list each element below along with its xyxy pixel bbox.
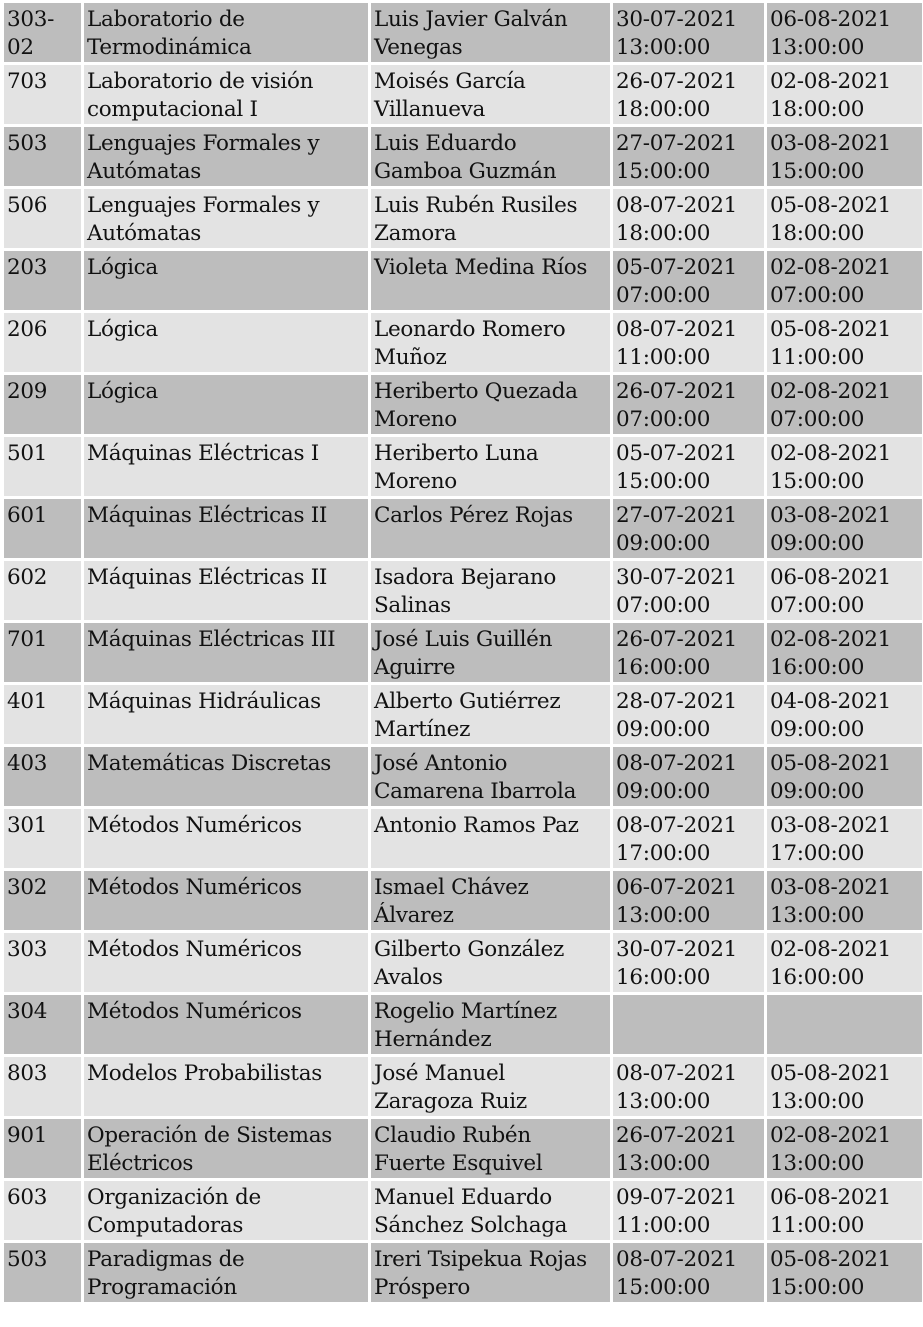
group-cell: 601 [3,498,83,560]
group-cell: 303-02 [3,2,83,64]
subject-cell: Máquinas Eléctricas II [83,560,370,622]
end-cell: 02-08-2021 07:00:00 [766,374,923,436]
teacher-cell: Claudio Rubén Fuerte Esquivel [370,1118,612,1180]
subject-cell: Máquinas Eléctricas III [83,622,370,684]
start-cell: 05-07-2021 15:00:00 [612,436,766,498]
teacher-cell: Ismael Chávez Álvarez [370,870,612,932]
subject-cell: Lógica [83,312,370,374]
start-cell: 26-07-2021 13:00:00 [612,1118,766,1180]
group-cell: 501 [3,436,83,498]
start-cell: 08-07-2021 18:00:00 [612,188,766,250]
subject-cell: Máquinas Hidráulicas [83,684,370,746]
subject-cell: Métodos Numéricos [83,808,370,870]
subject-cell: Métodos Numéricos [83,994,370,1056]
teacher-cell: Antonio Ramos Paz [370,808,612,870]
subject-cell: Métodos Numéricos [83,932,370,994]
group-cell: 206 [3,312,83,374]
table-row [3,126,923,188]
end-cell: 06-08-2021 07:00:00 [766,560,923,622]
start-cell: 26-07-2021 07:00:00 [612,374,766,436]
subject-cell: Métodos Numéricos [83,870,370,932]
group-cell: 703 [3,64,83,126]
start-cell: 09-07-2021 11:00:00 [612,1180,766,1242]
subject-cell: Organización de Computadoras [83,1180,370,1242]
end-cell: 05-08-2021 15:00:00 [766,1242,923,1304]
teacher-cell: José Manuel Zaragoza Ruiz [370,1056,612,1118]
teacher-cell: Gilberto González Avalos [370,932,612,994]
teacher-cell: Manuel Eduardo Sánchez Solchaga [370,1180,612,1242]
subject-cell: Operación de Sistemas Eléctricos [83,1118,370,1180]
teacher-cell: Alberto Gutiérrez Martínez [370,684,612,746]
teacher-cell: Luis Eduardo Gamboa Guzmán [370,126,612,188]
table-row [3,2,923,64]
table-row [3,1180,923,1242]
table-row [3,1118,923,1180]
end-cell: 02-08-2021 07:00:00 [766,250,923,312]
teacher-cell: José Antonio Camarena Ibarrola [370,746,612,808]
teacher-cell: Moisés García Villanueva [370,64,612,126]
start-cell: 30-07-2021 13:00:00 [612,2,766,64]
group-cell: 803 [3,1056,83,1118]
start-cell: 08-07-2021 17:00:00 [612,808,766,870]
subject-cell: Lenguajes Formales y Autómatas [83,126,370,188]
teacher-cell: Rogelio Martínez Hernández [370,994,612,1056]
group-cell: 301 [3,808,83,870]
start-cell: 05-07-2021 07:00:00 [612,250,766,312]
subject-cell: Modelos Probabilistas [83,1056,370,1118]
group-cell: 302 [3,870,83,932]
table-row [3,374,923,436]
start-cell: 27-07-2021 09:00:00 [612,498,766,560]
end-cell: 02-08-2021 16:00:00 [766,932,923,994]
start-cell: 30-07-2021 16:00:00 [612,932,766,994]
end-cell: 02-08-2021 15:00:00 [766,436,923,498]
table-row [3,250,923,312]
end-cell: 03-08-2021 13:00:00 [766,870,923,932]
teacher-cell: Luis Rubén Rusiles Zamora [370,188,612,250]
table-row [3,312,923,374]
table-row [3,498,923,560]
table-row [3,746,923,808]
table-row [3,436,923,498]
end-cell: 05-08-2021 11:00:00 [766,312,923,374]
schedule-body [3,2,923,1304]
subject-cell: Máquinas Eléctricas I [83,436,370,498]
table-row [3,932,923,994]
end-cell: 02-08-2021 18:00:00 [766,64,923,126]
subject-cell: Laboratorio de Termodinámica [83,2,370,64]
table-row [3,188,923,250]
table-row [3,684,923,746]
subject-cell: Lenguajes Formales y Autómatas [83,188,370,250]
subject-cell: Matemáticas Discretas [83,746,370,808]
group-cell: 304 [3,994,83,1056]
group-cell: 901 [3,1118,83,1180]
teacher-cell: Carlos Pérez Rojas [370,498,612,560]
teacher-cell: Leonardo Romero Muñoz [370,312,612,374]
table-row [3,622,923,684]
subject-cell: Lógica [83,250,370,312]
end-cell: 05-08-2021 18:00:00 [766,188,923,250]
start-cell: 08-07-2021 11:00:00 [612,312,766,374]
subject-cell: Lógica [83,374,370,436]
end-cell: 06-08-2021 11:00:00 [766,1180,923,1242]
teacher-cell: Isadora Bejarano Salinas [370,560,612,622]
start-cell: 06-07-2021 13:00:00 [612,870,766,932]
start-cell: 28-07-2021 09:00:00 [612,684,766,746]
end-cell: 04-08-2021 09:00:00 [766,684,923,746]
start-cell: 27-07-2021 15:00:00 [612,126,766,188]
start-cell: 08-07-2021 09:00:00 [612,746,766,808]
table-row [3,560,923,622]
group-cell: 506 [3,188,83,250]
group-cell: 403 [3,746,83,808]
table-row [3,994,923,1056]
end-cell: 05-08-2021 09:00:00 [766,746,923,808]
end-cell: 02-08-2021 13:00:00 [766,1118,923,1180]
table-row [3,1242,923,1304]
end-cell: 03-08-2021 17:00:00 [766,808,923,870]
start-cell: 26-07-2021 16:00:00 [612,622,766,684]
table-row [3,64,923,126]
end-cell: 03-08-2021 15:00:00 [766,126,923,188]
group-cell: 701 [3,622,83,684]
teacher-cell: Heriberto Quezada Moreno [370,374,612,436]
teacher-cell: Heriberto Luna Moreno [370,436,612,498]
end-cell [766,994,923,1056]
start-cell [612,994,766,1056]
table-row [3,808,923,870]
subject-cell: Máquinas Eléctricas II [83,498,370,560]
end-cell: 05-08-2021 13:00:00 [766,1056,923,1118]
schedule-table [1,0,923,1305]
teacher-cell: Luis Javier Galván Venegas [370,2,612,64]
teacher-cell: José Luis Guillén Aguirre [370,622,612,684]
start-cell: 30-07-2021 07:00:00 [612,560,766,622]
table-row [3,1056,923,1118]
end-cell: 06-08-2021 13:00:00 [766,2,923,64]
end-cell: 02-08-2021 16:00:00 [766,622,923,684]
end-cell: 03-08-2021 09:00:00 [766,498,923,560]
table-row [3,870,923,932]
group-cell: 303 [3,932,83,994]
start-cell: 26-07-2021 18:00:00 [612,64,766,126]
group-cell: 602 [3,560,83,622]
subject-cell: Paradigmas de Programación [83,1242,370,1304]
teacher-cell: Violeta Medina Ríos [370,250,612,312]
start-cell: 08-07-2021 13:00:00 [612,1056,766,1118]
subject-cell: Laboratorio de visión computacional I [83,64,370,126]
group-cell: 603 [3,1180,83,1242]
group-cell: 503 [3,1242,83,1304]
group-cell: 203 [3,250,83,312]
group-cell: 503 [3,126,83,188]
teacher-cell: Ireri Tsipekua Rojas Próspero [370,1242,612,1304]
group-cell: 209 [3,374,83,436]
start-cell: 08-07-2021 15:00:00 [612,1242,766,1304]
group-cell: 401 [3,684,83,746]
